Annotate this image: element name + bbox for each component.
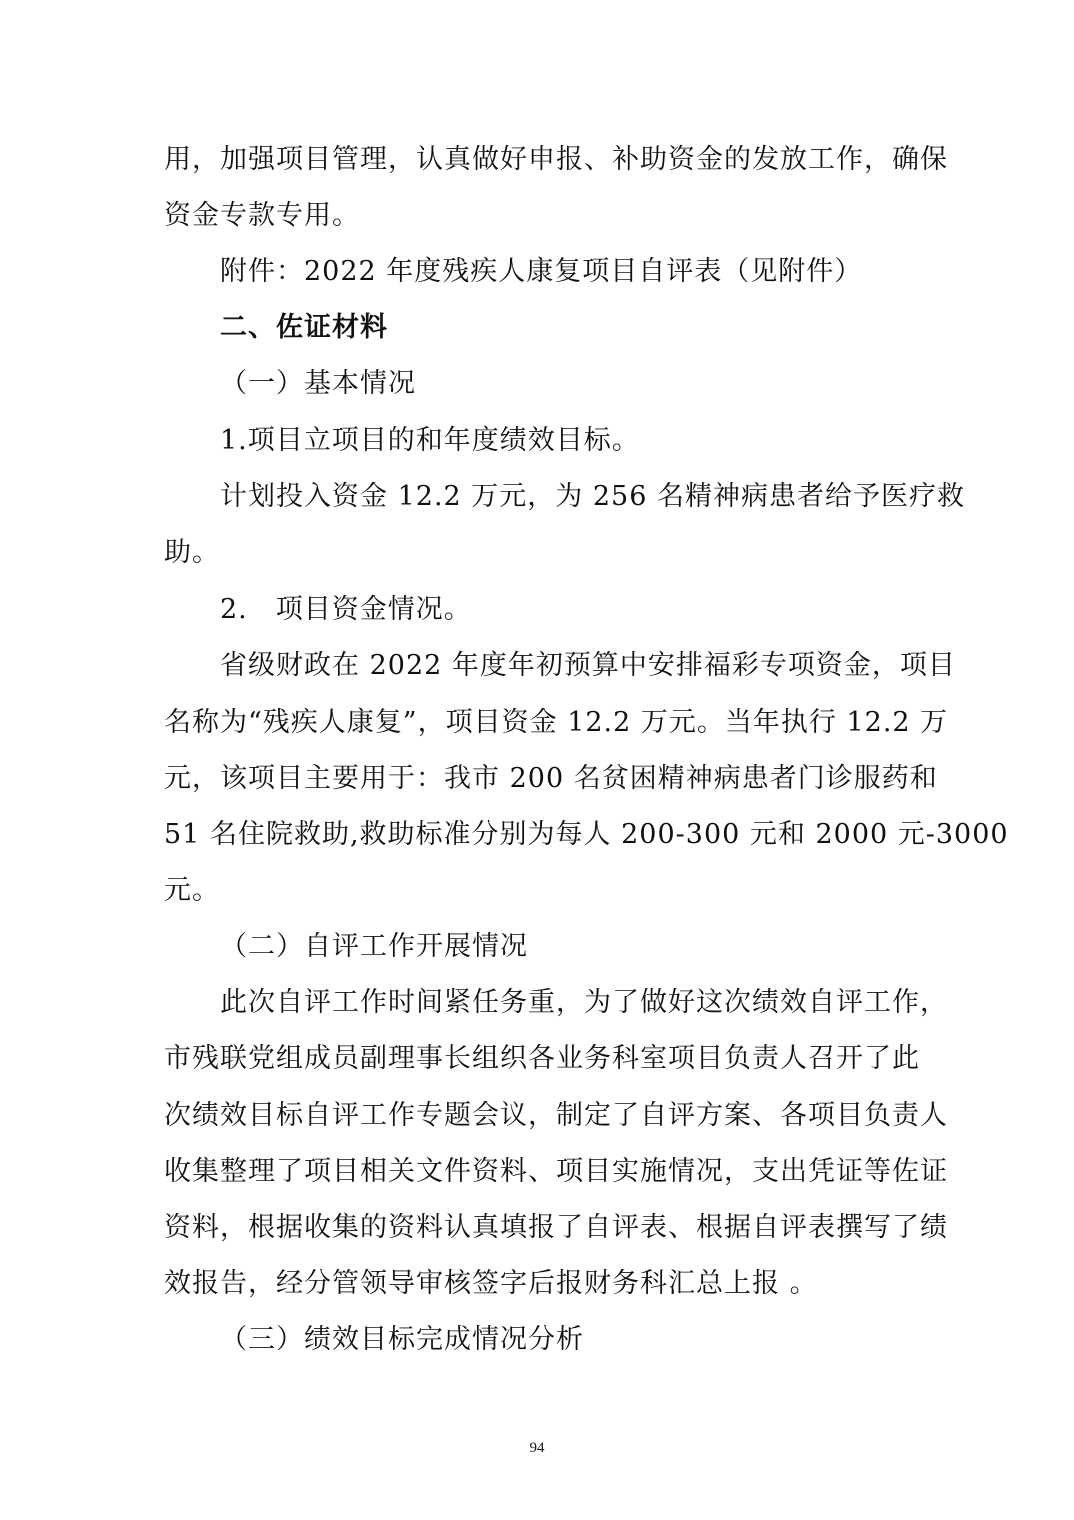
paragraph-line: 次绩效目标自评工作专题会议，制定了自评方案、各项目负责人 — [164, 1100, 948, 1131]
item-heading: 2. 项目资金情况。 — [220, 594, 472, 625]
subsection-heading: （二）自评工作开展情况 — [220, 931, 528, 962]
paragraph-line: 51 名住院救助,救助标准分别为每人 200-300 元和 2000 元-3000 — [164, 819, 1009, 850]
paragraph-line: 名称为“残疾人康复”，项目资金 12.2 万元。当年执行 12.2 万 — [164, 707, 949, 738]
subsection-heading: （一）基本情况 — [220, 368, 416, 399]
item-heading: 1.项目立项目的和年度绩效目标。 — [220, 425, 640, 456]
paragraph-line: 用，加强项目管理，认真做好申报、补助资金的发放工作，确保 — [164, 144, 948, 175]
paragraph-line: 收集整理了项目相关文件资料、项目实施情况，支出凭证等佐证 — [164, 1156, 948, 1187]
paragraph-line: 效报告，经分管领导审核签字后报财务科汇总上报 。 — [164, 1268, 818, 1299]
paragraph-line: 元。 — [164, 875, 220, 906]
paragraph-line: 资料，根据收集的资料认真填报了自评表、根据自评表撰写了绩 — [164, 1212, 948, 1243]
paragraph-line: 元，该项目主要用于：我市 200 名贫困精神病患者门诊服药和 — [164, 763, 938, 794]
attachment-note: 附件：2022 年度残疾人康复项目自评表（见附件） — [220, 256, 863, 287]
paragraph-line: 助。 — [164, 537, 220, 568]
paragraph-line: 计划投入资金 12.2 万元，为 256 名精神病患者给予医疗救 — [220, 481, 965, 512]
paragraph-line: 省级财政在 2022 年度年初预算中安排福彩专项资金，项目 — [220, 650, 956, 681]
paragraph-line: 资金专款专用。 — [164, 200, 360, 231]
section-heading: 二、佐证材料 — [220, 312, 388, 343]
page-number: 94 — [529, 1440, 545, 1456]
subsection-heading: （三）绩效目标完成情况分析 — [220, 1324, 584, 1355]
paragraph-line: 市残联党组成员副理事长组织各业务科室项目负责人召开了此 — [164, 1043, 920, 1074]
paragraph-line: 此次自评工作时间紧任务重，为了做好这次绩效自评工作， — [220, 987, 948, 1018]
